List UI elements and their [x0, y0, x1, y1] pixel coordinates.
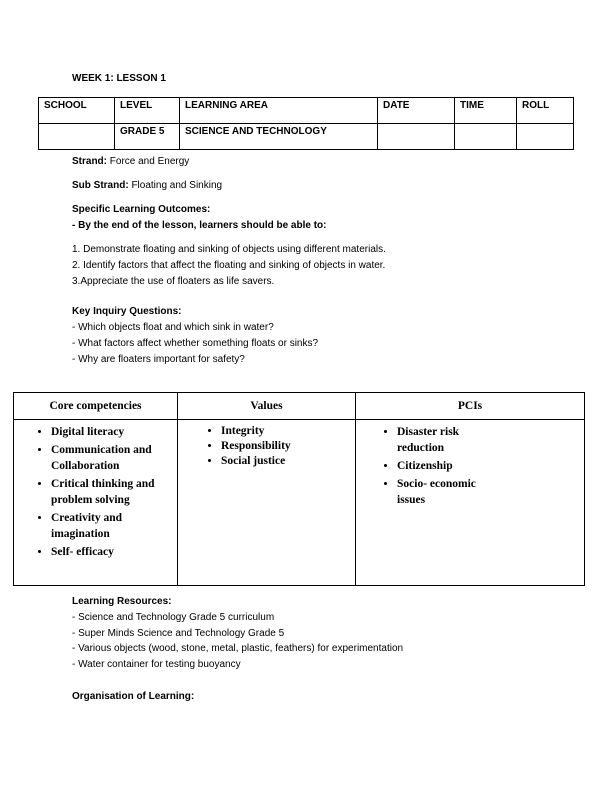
list-item: • Critical thinking and problem solving: [51, 476, 176, 508]
header-cell: TIME: [455, 98, 517, 124]
lesson-header-table: [38, 97, 574, 150]
header-cell: DATE: [378, 98, 455, 124]
list-item: • Citizenship: [397, 458, 492, 474]
strand-label: Strand:: [72, 156, 107, 167]
inquiry-heading: Key Inquiry Questions:: [72, 306, 182, 317]
list-item: • Disaster risk reduction: [397, 424, 492, 456]
list-item: • Socio- economic issues: [397, 476, 492, 508]
sub-strand-line: [72, 180, 222, 191]
table-cell: [517, 124, 574, 150]
table-cell: GRADE 5: [115, 124, 180, 150]
table-cell: [39, 124, 115, 150]
resource-item: - Various objects (wood, stone, metal, plastic, feathers) for experimentation: [72, 643, 404, 654]
outcome-item: 3.Appreciate the use of floaters as life savers.: [72, 276, 275, 287]
table-header-row: [14, 393, 585, 420]
list-item: • Social justice: [221, 454, 354, 469]
inquiry-item: - Which objects float and which sink in water?: [72, 322, 274, 333]
resources-heading: Learning Resources:: [72, 596, 172, 607]
core-competencies-list: [15, 424, 176, 560]
list-item: • Responsibility: [221, 439, 354, 454]
table-cell: [378, 124, 455, 150]
list-item: • Integrity: [221, 424, 354, 439]
sub-strand-value: Floating and Sinking: [128, 180, 223, 191]
lesson-title: WEEK 1: LESSON 1: [72, 73, 166, 84]
competency-table: [13, 392, 585, 586]
resource-item: - Science and Technology Grade 5 curriculum: [72, 612, 275, 623]
table-cell: SCIENCE AND TECHNOLOGY: [180, 124, 378, 150]
list-item: • Digital literacy: [51, 424, 176, 440]
outcome-item: 1. Demonstrate floating and sinking of objects using different materials.: [72, 244, 386, 255]
inquiry-item: - Why are floaters important for safety?: [72, 354, 245, 365]
values-header: Values: [178, 393, 356, 420]
resource-item: - Super Minds Science and Technology Grade 5: [72, 628, 285, 639]
header-cell: SCHOOL: [39, 98, 115, 124]
strand-value: Force and Energy: [107, 156, 190, 167]
table-header-row: [39, 98, 574, 124]
pcis-list: [357, 424, 492, 508]
inquiry-item: - What factors affect whether something floats or sinks?: [72, 338, 319, 349]
outcomes-heading: Specific Learning Outcomes:: [72, 204, 211, 215]
sub-strand-label: Sub Strand:: [72, 180, 129, 191]
header-cell: LEARNING AREA: [180, 98, 378, 124]
list-item: • Self- efficacy: [51, 544, 176, 560]
organisation-heading: Organisation of Learning:: [72, 691, 195, 702]
outcomes-intro: - By the end of the lesson, learners should be able to:: [72, 220, 327, 231]
header-cell: ROLL: [517, 98, 574, 124]
pcis-header: PCIs: [356, 393, 585, 420]
list-item: • Communication and Collaboration: [51, 442, 176, 474]
table-row: [39, 124, 574, 150]
core-competencies-header: Core competencies: [14, 393, 178, 420]
values-cell: [178, 420, 356, 586]
table-cell: [455, 124, 517, 150]
table-row: [14, 420, 585, 586]
strand-line: [72, 156, 189, 167]
resource-item: - Water container for testing buoyancy: [72, 659, 241, 670]
outcome-item: 2. Identify factors that affect the floating and sinking of objects in water.: [72, 260, 386, 271]
header-cell: LEVEL: [115, 98, 180, 124]
list-item: • Creativity and imagination: [51, 510, 176, 542]
values-list: [179, 424, 354, 469]
pcis-cell: [356, 420, 585, 586]
core-competencies-cell: [14, 420, 178, 586]
